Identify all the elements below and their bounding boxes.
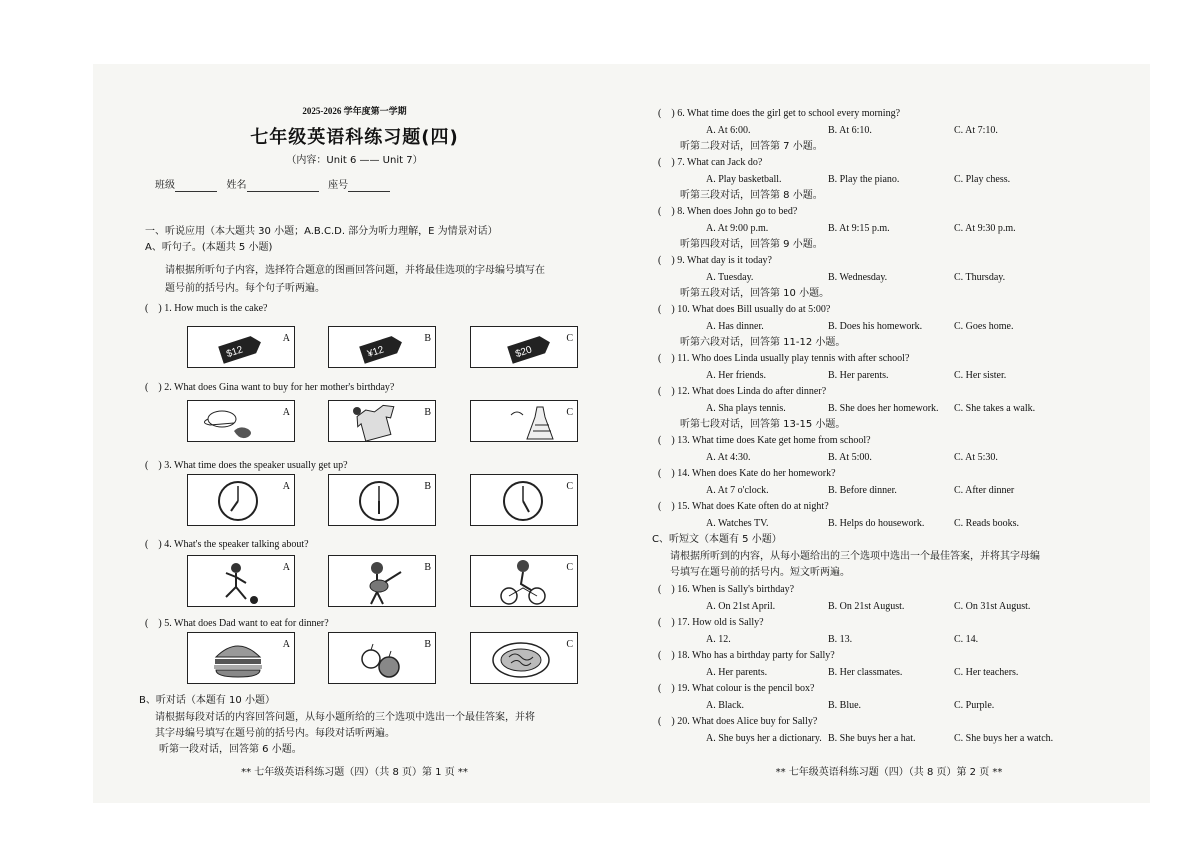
question-text: What time does Kate get home from school? <box>692 435 871 446</box>
option-b[interactable]: B. At 5:00. <box>828 452 872 463</box>
question-text: What time does the speaker usually get up? <box>174 460 348 471</box>
option-c[interactable]: C. At 9:30 p.m. <box>954 223 1016 234</box>
part-c-heading: C、听短文（本题有 5 小题） <box>652 534 782 545</box>
option-a-image[interactable] <box>187 326 295 368</box>
option-b[interactable]: B. On 21st August. <box>828 601 905 612</box>
question-10 <box>658 304 830 316</box>
question-16 <box>658 584 794 596</box>
question-number: 8. <box>677 206 685 217</box>
option-letter: B <box>424 407 431 418</box>
question-text: When does John go to bed? <box>687 206 798 217</box>
option-letter: C <box>566 407 573 418</box>
question-text: What does Gina want to buy for her mother's birthday? <box>174 382 395 393</box>
option-c[interactable]: C. Her sister. <box>954 370 1007 381</box>
question-13 <box>658 435 871 447</box>
question-text: What does Kate often do at night? <box>692 501 829 512</box>
dialogue-1-prompt: 听第一段对话，回答第 6 小题。 <box>159 744 302 755</box>
question-text: Who does Linda usually play tennis with after school? <box>691 353 910 364</box>
question-text: When is Sally's birthday? <box>692 584 795 595</box>
option-b[interactable]: B. 13. <box>828 634 853 645</box>
answer-paren-close[interactable]: ) <box>671 157 675 168</box>
question-number: 12. <box>677 386 690 397</box>
answer-paren-open: ( <box>658 206 662 217</box>
option-c[interactable]: C. 14. <box>954 634 979 645</box>
question-text: What's the speaker talking about? <box>174 539 309 550</box>
part-c-instructions: 号填写在题号前的括号内。短文听两遍。 <box>670 567 850 578</box>
option-letter: B <box>424 333 431 344</box>
option-c[interactable]: C. At 5:30. <box>954 452 998 463</box>
option-c-image[interactable] <box>470 400 578 442</box>
answer-paren-open: ( <box>658 468 662 479</box>
answer-paren-open: ( <box>658 650 662 661</box>
option-letter: B <box>424 562 431 573</box>
option-letter: C <box>566 481 573 492</box>
question-number: 9. <box>677 255 685 266</box>
question-number: 2. <box>164 382 172 393</box>
part-b-instructions-2: 其字母编号填写在题号前的括号内。每段对话听两遍。 <box>155 728 395 739</box>
option-b[interactable]: B. Play the piano. <box>828 174 900 185</box>
option-c[interactable]: C. She buys her a watch. <box>954 733 1054 744</box>
option-letter: B <box>424 639 431 650</box>
question-number: 19. <box>677 683 690 694</box>
price-tag-icon <box>188 327 296 369</box>
option-c-image[interactable] <box>470 326 578 368</box>
question-7 <box>658 157 762 169</box>
apples-icon <box>329 633 437 685</box>
seat-label: 座号 <box>328 180 349 191</box>
answer-paren-open: ( <box>145 382 149 393</box>
page-title: 七年级英语科练习题(四) <box>250 127 459 148</box>
question-17 <box>658 617 764 629</box>
answer-paren-close[interactable]: ) <box>671 255 675 266</box>
option-a[interactable]: A. At 4:30. <box>706 452 751 463</box>
option-c-image[interactable] <box>470 632 578 684</box>
option-a[interactable]: A. 12. <box>706 634 731 645</box>
option-c[interactable]: C. Thursday. <box>954 272 1006 283</box>
seat-field[interactable] <box>348 181 390 192</box>
option-letter: A <box>282 639 290 650</box>
question-15 <box>658 501 829 513</box>
answer-paren-open: ( <box>658 353 662 364</box>
question-text: What time does the girl get to school every morning? <box>687 108 901 119</box>
option-b-image[interactable] <box>328 326 436 368</box>
dialogue-prompt: 听第四段对话，回答第 9 小题。 <box>680 239 823 250</box>
question-number: 3. <box>164 460 172 471</box>
option-b[interactable]: B. Helps do housework. <box>828 518 925 529</box>
page-1 <box>93 64 616 803</box>
option-letter: A <box>282 333 290 344</box>
question-text: How much is the cake? <box>174 303 268 314</box>
svg-text:¥12: ¥12 <box>366 344 386 361</box>
answer-paren-open: ( <box>658 386 662 397</box>
question-5 <box>145 618 329 630</box>
answer-paren-open: ( <box>658 304 662 315</box>
option-letter: C <box>566 639 573 650</box>
answer-paren-close[interactable]: ) <box>671 386 675 397</box>
content-range: （内容：Unit 6 —— Unit 7） <box>286 155 423 166</box>
option-b-image[interactable] <box>328 555 436 607</box>
part-a-heading: A、听句子。(本题共 5 小题) <box>145 242 273 253</box>
question-number: 14. <box>677 468 690 479</box>
option-letter: A <box>282 562 290 573</box>
question-text: How old is Sally? <box>692 617 764 628</box>
question-20 <box>658 716 817 728</box>
question-4 <box>145 539 309 551</box>
option-letter: C <box>566 333 573 344</box>
option-b[interactable]: B. At 9:15 p.m. <box>828 223 890 234</box>
option-a[interactable]: A. At 6:00. <box>706 125 751 136</box>
option-a[interactable]: A. Has dinner. <box>706 321 764 332</box>
answer-paren-close[interactable]: ) <box>158 618 162 629</box>
question-number: 16. <box>677 584 690 595</box>
question-number: 10. <box>677 304 690 315</box>
dialogue-prompt: 听第五段对话，回答第 10 小题。 <box>680 288 830 299</box>
cyclist-icon <box>471 556 579 608</box>
option-b[interactable]: B. She buys her a hat. <box>828 733 916 744</box>
name-field[interactable] <box>247 181 319 192</box>
student-info <box>155 180 390 192</box>
dialogue-prompt: 听第六段对话，回答第 11-12 小题。 <box>680 337 846 348</box>
option-c[interactable]: C. Goes home. <box>954 321 1014 332</box>
question-6 <box>658 108 900 120</box>
option-a-image[interactable] <box>187 474 295 526</box>
question-text: What does Alice buy for Sally? <box>692 716 818 727</box>
answer-paren-close[interactable]: ) <box>671 617 675 628</box>
answer-paren-open: ( <box>658 108 662 119</box>
option-a[interactable]: A. Her friends. <box>706 370 766 381</box>
answer-paren-close[interactable]: ) <box>158 460 162 471</box>
price-tag-icon <box>471 327 579 369</box>
option-a[interactable]: A. Watches TV. <box>706 518 769 529</box>
part-b-instructions-1: 请根据每段对话的内容回答问题，从每小题所给的三个选项中选出一个最佳答案，并将 <box>155 712 535 723</box>
class-label: 班级 <box>155 180 175 191</box>
question-text: What colour is the pencil box? <box>692 683 815 694</box>
answer-paren-open: ( <box>145 460 149 471</box>
clock-icon <box>471 475 579 527</box>
question-text: What does Linda do after dinner? <box>692 386 827 397</box>
answer-paren-open: ( <box>658 617 662 628</box>
option-letter: B <box>424 481 431 492</box>
option-a[interactable]: A. She buys her a dictionary. <box>706 733 822 744</box>
option-c-image[interactable] <box>470 555 578 607</box>
option-b[interactable]: B. Blue. <box>828 700 862 711</box>
option-c[interactable]: C. Reads books. <box>954 518 1019 529</box>
name-label: 姓名 <box>226 180 247 191</box>
answer-paren-close[interactable]: ) <box>671 353 675 364</box>
question-number: 4. <box>164 539 172 550</box>
option-a-image[interactable] <box>187 632 295 684</box>
dialogue-prompt: 听第二段对话，回答第 7 小题。 <box>680 141 823 152</box>
answer-paren-close[interactable]: ) <box>671 108 675 119</box>
question-19 <box>658 683 814 695</box>
option-a[interactable]: A. At 9:00 p.m. <box>706 223 769 234</box>
option-b[interactable]: B. At 6:10. <box>828 125 872 136</box>
answer-paren-close[interactable]: ) <box>671 304 675 315</box>
question-1 <box>145 303 268 315</box>
answer-paren-open: ( <box>658 255 662 266</box>
page-footer: ** 七年级英语科练习题（四）（共 8 页）第 1 页 ** <box>241 767 468 778</box>
option-c[interactable]: C. Her teachers. <box>954 667 1019 678</box>
dialogue-prompt: 听第三段对话，回答第 8 小题。 <box>680 190 823 201</box>
question-number: 1. <box>164 303 172 314</box>
page-2 <box>628 64 1150 803</box>
option-a[interactable]: A. On 21st April. <box>706 601 776 612</box>
option-a-image[interactable] <box>187 555 295 607</box>
price-tag-icon <box>329 327 437 369</box>
answer-paren-close[interactable]: ) <box>158 539 162 550</box>
option-a[interactable]: A. Her parents. <box>706 667 768 678</box>
answer-paren-open: ( <box>658 584 662 595</box>
page-footer: ** 七年级英语科练习题（四）（共 8 页）第 2 页 ** <box>775 767 1003 778</box>
option-b-image[interactable] <box>328 400 436 442</box>
option-c[interactable]: C. On 31st August. <box>954 601 1031 612</box>
answer-paren-open: ( <box>658 501 662 512</box>
question-3 <box>145 460 348 472</box>
question-text: Who has a birthday party for Sally? <box>692 650 835 661</box>
question-11 <box>658 353 909 365</box>
svg-text:$20: $20 <box>514 344 534 361</box>
option-a[interactable]: A. Black. <box>706 700 745 711</box>
question-text: What does Dad want to eat for dinner? <box>174 618 329 629</box>
question-number: 6. <box>677 108 685 119</box>
clock-icon <box>188 475 296 527</box>
answer-paren-close[interactable]: ) <box>671 501 675 512</box>
question-18 <box>658 650 835 662</box>
option-c[interactable]: C. Purple. <box>954 700 995 711</box>
section-1-heading: 一、听说应用（本大题共 30 小题；A.B.C.D. 部分为听力理解，E 为情景对话） <box>145 226 498 237</box>
question-number: 11. <box>677 353 690 364</box>
option-c[interactable]: C. At 7:10. <box>954 125 998 136</box>
option-c[interactable]: C. After dinner <box>954 485 1015 496</box>
option-b-image[interactable] <box>328 632 436 684</box>
answer-paren-close[interactable]: ) <box>671 716 675 727</box>
hamburger-icon <box>188 633 296 685</box>
option-c-image[interactable] <box>470 474 578 526</box>
part-a-instructions-1: 请根据所听句子内容，选择符合题意的图画回答问题，并将最佳选项的字母编号填写在 <box>165 265 545 276</box>
part-a-instructions-2: 题号前的括号内。每个句子听两遍。 <box>165 283 325 294</box>
question-9 <box>658 255 772 267</box>
option-b[interactable]: B. Before dinner. <box>828 485 897 496</box>
question-text: What day is it today? <box>687 255 772 266</box>
option-c[interactable]: C. She takes a walk. <box>954 403 1036 414</box>
option-a[interactable]: A. Sha plays tennis. <box>706 403 786 414</box>
class-field[interactable] <box>175 181 217 192</box>
answer-paren-close[interactable]: ) <box>158 303 162 314</box>
option-c[interactable]: C. Play chess. <box>954 174 1011 185</box>
question-number: 5. <box>164 618 172 629</box>
football-player-icon <box>188 556 296 608</box>
answer-paren-close[interactable]: ) <box>671 206 675 217</box>
answer-paren-close[interactable]: ) <box>158 382 162 393</box>
option-b[interactable]: B. Does his homework. <box>828 321 923 332</box>
answer-paren-close[interactable]: ) <box>671 683 675 694</box>
option-a[interactable]: A. Play basketball. <box>706 174 782 185</box>
question-text: When does Kate do her homework? <box>692 468 836 479</box>
dress-icon <box>471 401 579 443</box>
option-b[interactable]: B. Her classmates. <box>828 667 903 678</box>
question-number: 15. <box>677 501 690 512</box>
hat-icon <box>188 401 296 443</box>
question-number: 7. <box>677 157 685 168</box>
option-b[interactable]: B. She does her homework. <box>828 403 939 414</box>
shirt-icon <box>329 401 437 443</box>
answer-paren-close[interactable]: ) <box>671 435 675 446</box>
question-text: What can Jack do? <box>687 157 763 168</box>
option-letter: A <box>282 481 290 492</box>
dialogue-prompt: 听第七段对话，回答第 13-15 小题。 <box>680 419 846 430</box>
question-2 <box>145 382 394 394</box>
option-b-image[interactable] <box>328 474 436 526</box>
answer-paren-open: ( <box>145 303 149 314</box>
question-text: What does Bill usually do at 5:00? <box>692 304 831 315</box>
option-letter: A <box>282 407 290 418</box>
question-12 <box>658 386 826 398</box>
question-8 <box>658 206 797 218</box>
option-b[interactable]: B. Wednesday. <box>828 272 888 283</box>
answer-paren-close[interactable]: ) <box>671 468 675 479</box>
answer-paren-close[interactable]: ) <box>671 584 675 595</box>
option-a-image[interactable] <box>187 400 295 442</box>
school-year: 2025-2026 学年度第一学期 <box>302 106 407 116</box>
answer-paren-open: ( <box>145 618 149 629</box>
answer-paren-open: ( <box>658 716 662 727</box>
question-number: 18. <box>677 650 690 661</box>
option-b[interactable]: B. Her parents. <box>828 370 889 381</box>
question-number: 20. <box>677 716 690 727</box>
option-letter: C <box>566 562 573 573</box>
option-a[interactable]: A. Tuesday. <box>706 272 754 283</box>
noodles-plate-icon <box>471 633 579 685</box>
question-number: 13. <box>677 435 690 446</box>
answer-paren-open: ( <box>658 683 662 694</box>
answer-paren-open: ( <box>145 539 149 550</box>
guitar-player-icon <box>329 556 437 608</box>
question-14 <box>658 468 836 480</box>
part-b-heading: B、听对话（本题有 10 小题） <box>139 695 275 706</box>
part-c-instructions: 请根据所听到的内容，从每小题给出的三个选项中选出一个最佳答案，并将其字母编 <box>670 551 1040 562</box>
question-number: 17. <box>677 617 690 628</box>
answer-paren-close[interactable]: ) <box>671 650 675 661</box>
answer-paren-open: ( <box>658 435 662 446</box>
clock-icon <box>329 475 437 527</box>
svg-text:$12: $12 <box>225 344 245 361</box>
answer-paren-open: ( <box>658 157 662 168</box>
option-a[interactable]: A. At 7 o'clock. <box>706 485 769 496</box>
